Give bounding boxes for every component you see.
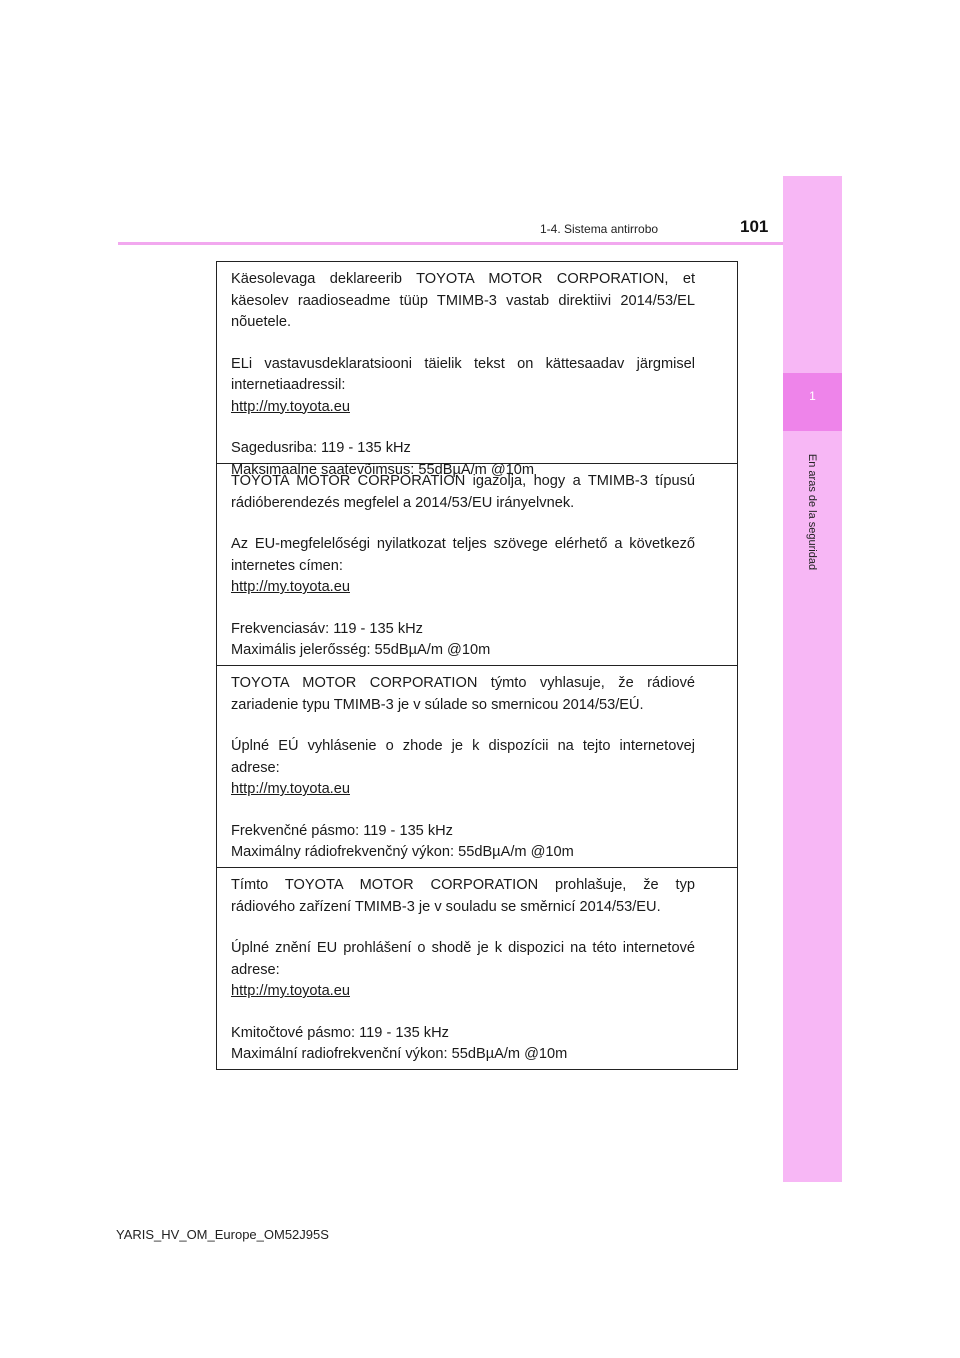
declaration-section-czech [217,868,737,1069]
availability-line: Az EU-megfelelőségi nyilatkozat teljes szövege elérhető a következő [231,536,695,552]
declaration-section-slovak [217,666,737,868]
chapter-number: 1 [809,389,816,403]
frequency-band: Frekvenčné pásmo: 119 - 135 kHz [231,822,453,839]
frequency-band: Sagedusriba: 119 - 135 kHz [231,440,411,456]
declaration-line: TOYOTA MOTOR CORPORATION igazolja, hogy a TMIMB-3 típusú [231,473,695,489]
frequency-band: Frekvenciasáv: 119 - 135 kHz [231,620,423,637]
declaration-section-hungarian [217,464,737,666]
declaration-line: TOYOTA MOTOR CORPORATION týmto vyhlasuje, že rádiové [231,675,695,691]
declaration-section-estonian [217,262,737,478]
declaration-line: Tímto TOYOTA MOTOR CORPORATION prohlašuje, že typ [231,877,695,893]
declaration-line: nõuetele. [231,314,292,330]
availability-line: adrese: [231,961,280,978]
declaration-line: rádióberendezés megfelel a 2014/53/EU irányelvnek. [231,494,575,511]
document-code: YARIS_HV_OM_Europe_OM52J95S [116,1227,329,1242]
declaration-link[interactable]: http://my.toyota.eu [231,398,350,415]
declaration-line: rádiového zařízení TMIMB-3 je v souladu se směrnicí 2014/53/EU. [231,898,661,915]
chapter-label: En aras de la seguridad [806,453,818,571]
max-power: Maximálny rádiofrekvenčný výkon: 55dBµA/m @10m [231,844,574,860]
declaration-link[interactable]: http://my.toyota.eu [231,579,350,595]
availability-line: internetiaadressil: [231,377,346,393]
chapter-side-tab [783,176,842,1182]
declaration-line: Käesolevaga deklareerib TOYOTA MOTOR CORPORATION, et [231,271,695,287]
declaration-line: käesolev raadioseadme tüüp TMIMB-3 vastab direktiivi 2014/53/EL [231,292,695,309]
max-power: Maximális jelerősség: 55dBµA/m @10m [231,642,491,658]
frequency-band: Kmitočtové pásmo: 119 - 135 kHz [231,1024,449,1041]
max-power: Maximální radiofrekvenční výkon: 55dBµA/m @10m [231,1046,568,1062]
availability-line: Úplné EÚ vyhlásenie o zhode je k dispozícii na tejto internetovej [231,738,695,754]
section-title: 1-4. Sistema antirrobo [540,222,659,236]
declaration-box [216,261,738,1070]
availability-line: internetes címen: [231,557,343,574]
declaration-link[interactable]: http://my.toyota.eu [231,983,350,999]
availability-line: ELi vastavusdeklaratsiooni täielik tekst on kättesaadav järgmisel [231,355,695,372]
max-power: Maksimaalne saatevõimsus: 55dBµA/m @10m [231,461,535,478]
header-rule [118,242,783,245]
declaration-link[interactable]: http://my.toyota.eu [231,781,350,797]
availability-line: adrese: [231,759,280,776]
page-number: 101 [740,217,769,236]
declaration-line: zariadenie typu TMIMB-3 je v súlade so smernicou 2014/53/EÚ. [231,696,644,713]
availability-line: Úplné znění EU prohlášení o shodě je k dispozici na této internetové [231,940,695,956]
